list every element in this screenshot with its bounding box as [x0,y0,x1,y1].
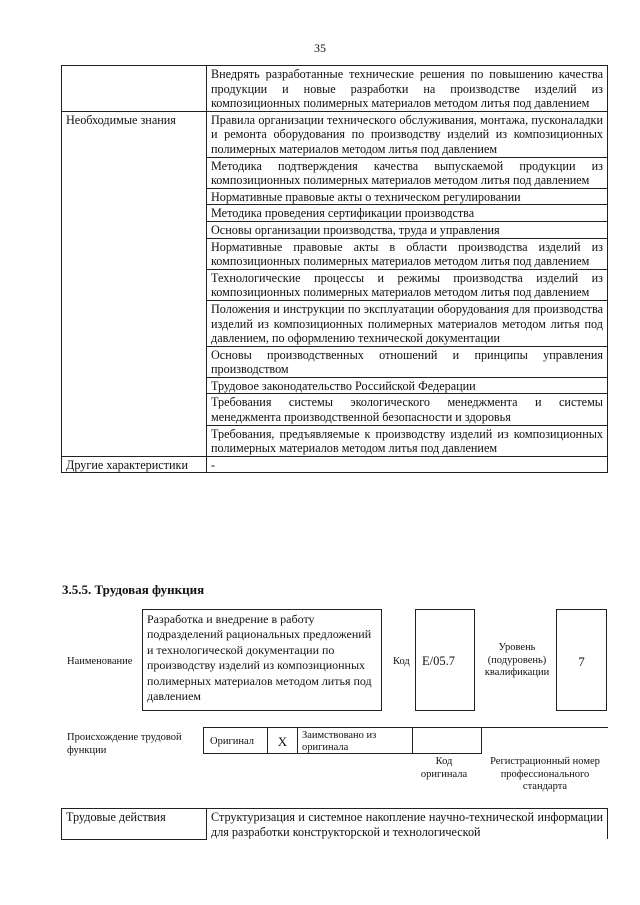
knowledge-item: Технологические процессы и режимы производства изделий из композиционных полимерных материалов методом литья под давлением [207,269,608,300]
other-characteristics-value: - [207,456,608,473]
table-row [62,66,608,112]
reg-number-cell [481,727,608,754]
knowledge-item: Основы производственных отношений и принципы управления производством [207,346,608,377]
original-mark: X [267,727,298,754]
knowledge-item: Нормативные правовые акты в области производства изделий из композиционных полимерных материалов методом литья под давлением [207,238,608,269]
knowledge-item: Положения и инструкции по эксплуатации оборудования для производства изделий из композиционных полимерных материалов методом литья под давлением, по оформлению технической документации [207,300,608,346]
original-code-caption: Код оригинала [420,756,468,780]
requirement-text: Внедрять разработанные технические решения по повышению качества продукции и новые разработки на производстве изделий из композиционных полимерных материалов методом литья под давлением [207,66,608,112]
original-label: Оригинал [203,727,268,754]
knowledge-item: Требования системы экологического менеджмента и системы менеджмента производственной безопасности и здоровья [207,394,608,425]
row-label [62,66,207,112]
borrowed-label: Заимствовано из оригинала [297,727,413,754]
knowledge-item: Методика подтверждения качества выпускаемой продукции из композиционных полимерных материалов методом литья под давлением [207,157,608,188]
code-value: E/05.7 [415,609,475,711]
knowledge-item: Требования, предъявляемые к производству изделий из композиционных полимерных материалов методом литья под давлением [207,425,608,456]
table-row [62,809,608,840]
actions-value: Структуризация и системное накопление научно-технической информации для разработки конструкторской и технологической [207,809,608,840]
page-number: 35 [314,41,326,55]
row-label-knowledge: Необходимые знания [62,111,207,456]
code-label: Код [393,656,410,667]
table-row [62,456,608,473]
table-row [62,111,608,157]
knowledge-item: Нормативные правовые акты о техническом регулировании [207,188,608,205]
section-title: 3.5.5. Трудовая функция [62,582,205,597]
name-label: Наименование [67,656,133,667]
name-value: Разработка и внедрение в работу подразделений рациональных предложений и технологической документации по производству изделий из композиционных полимерных материалов методом литья под давлением [142,609,382,711]
knowledge-item: Правила организации технического обслуживания, монтажа, пусконаладки и ремонта оборудования по производству изделий из композиционных полимерных материалов методом литья под давлением [207,111,608,157]
row-label-other: Другие характеристики [62,456,207,473]
knowledge-item: Трудовое законодательство Российской Федерации [207,377,608,394]
level-label: Уровень (подуровень) квалификации [484,642,550,678]
origin-label: Происхождение трудовой функции [67,732,182,756]
actions-table [61,808,608,840]
level-value: 7 [556,609,607,711]
knowledge-item: Методика проведения сертификации производства [207,205,608,222]
reg-number-caption: Регистрационный номер профессионального стандарта [490,756,600,792]
actions-label: Трудовые действия [62,809,207,840]
requirements-table [61,65,608,473]
original-code-cell [412,727,482,754]
knowledge-item: Основы организации производства, труда и управления [207,221,608,238]
